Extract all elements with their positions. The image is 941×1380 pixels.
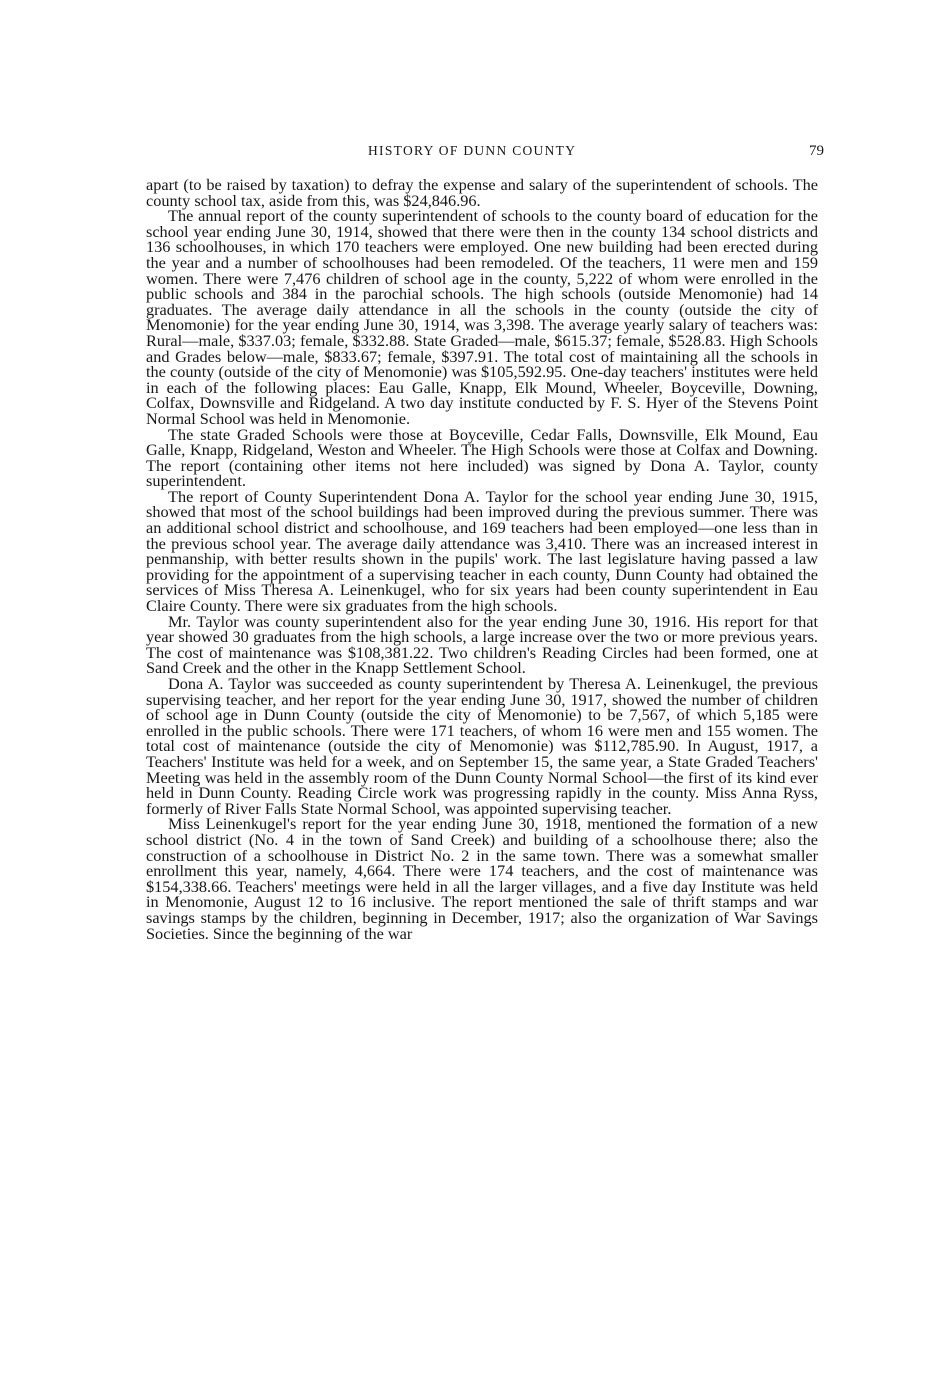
paragraph: The state Graded Schools were those at Boyceville, Cedar Falls, Downsville, Elk Mound, Eau Galle, Knapp, Ridgeland, Weston and Wheeler. The High Schools were those at Colfax and Downing. The report (containing other items not here included) was signed by Dona A. Taylor, county superintendent. [146, 424, 818, 491]
page-number: 79 [809, 143, 824, 159]
paragraph: Mr. Taylor was county superintendent also for the year ending June 30, 1916. His report for that year showed 30 graduates from the high schools, a large increase over the two or more previous years. The cost of maintenance was $108,381.22. Two children's Reading Circles had been formed, one at Sand Creek and the other in the Knapp Settlement School. [146, 611, 818, 678]
paragraph: The report of County Superintendent Dona A. Taylor for the school year ending June 30, 1915, showed that most of the school buildings had been improved during the previous summer. There was an additional school district and schoolhouse, and 169 teachers had been employed—one less than in the previous school year. The average daily attendance was 3,410. There was an increased interest in penmanship, with better results shown in the pupils' work. The last legislature having passed a law providing for the appointment of a supervising teacher in each county, Dunn County had obtained the services of Miss Theresa A. Leinenkugel, who for six years had been county superintendent in Eau Claire County. There were six graduates from the high schools. [146, 486, 818, 616]
paragraph: apart (to be raised by taxation) to defray the expense and salary of the superintendent of schools. The county school tax, aside from this, was $24,846.96. [146, 175, 818, 210]
body-text [146, 177, 818, 1257]
paragraph: Dona A. Taylor was succeeded as county superintendent by Theresa A. Leinenkugel, the previous supervising teacher, and her report for the year ending June 30, 1917, showed the number of children of school age in Dunn County (outside the city of Menomonie) to be 7,567, of which 5,185 were enrolled in the public schools. There were 171 teachers, of whom 16 were men and 155 women. The total cost of maintenance (outside the city of Menomonie) was $112,785.90. In August, 1917, a Teachers' Institute was held for a week, and on September 15, the same year, a State Graded Teachers' Meeting was held in the assembly room of the Dunn County Normal School—the first of its kind ever held in Dunn County. Reading Circle work was progressing rapidly in the county. Miss Anna Ryss, formerly of River Falls State Normal School, was appointed supervising teacher. [146, 674, 818, 818]
page-header [146, 143, 828, 163]
running-title: HISTORY OF DUNN COUNTY [368, 143, 577, 158]
paragraph: The annual report of the county superintendent of schools to the county board of education for the school year ending June 30, 1914, showed that there were then in the county 134 school districts and 136 schoolhouses, in which 170 teachers were employed. One new building had been erected during the year and a number of schoolhouses had been remodeled. Of the teachers, 11 were men and 159 women. There were 7,476 children of school age in the county, 5,222 of whom were enrolled in the public schools and 384 in the parochial schools. The high schools (outside Menomonie) had 14 graduates. The average daily attendance in all the schools in the county (outside the city of Menomonie) for the year ending June 30, 1914, was 3,398. The average yearly salary of teachers was: Rural—male, $337.03; female, $332.88. State Graded—male, $615.37; female, $528.83. High Schools and Grades below—male, $833.67; female, $397.91. The total cost of maintaining all the schools in the county (outside of the city of Menomonie) was $105,592.95. One-day teachers' institutes were held in each of the following places: Eau Galle, Knapp, Elk Mound, Wheeler, Boyceville, Downing, Colfax, Downsville and Ridgeland. A two day institute conducted by F. S. Hyer of the Stevens Point Normal School was held in Menomonie. [146, 206, 818, 428]
paragraph: Miss Leinenkugel's report for the year ending June 30, 1918, mentioned the formation of a new school district (No. 4 in the town of Sand Creek) and building of a schoolhouse there; also the construction of a schoolhouse in District No. 2 in the same town. There was a somewhat smaller enrollment this year, namely, 4,664. There were 174 teachers, and the cost of maintenance was $154,338.66. Teachers' meetings were held in all the larger villages, and a five day Institute was held in Menomonie, August 12 to 16 inclusive. The report mentioned the sale of thrift stamps and war savings stamps by the children, beginning in December, 1917; also the organization of War Savings Societies. Since the beginning of the war [146, 814, 818, 943]
